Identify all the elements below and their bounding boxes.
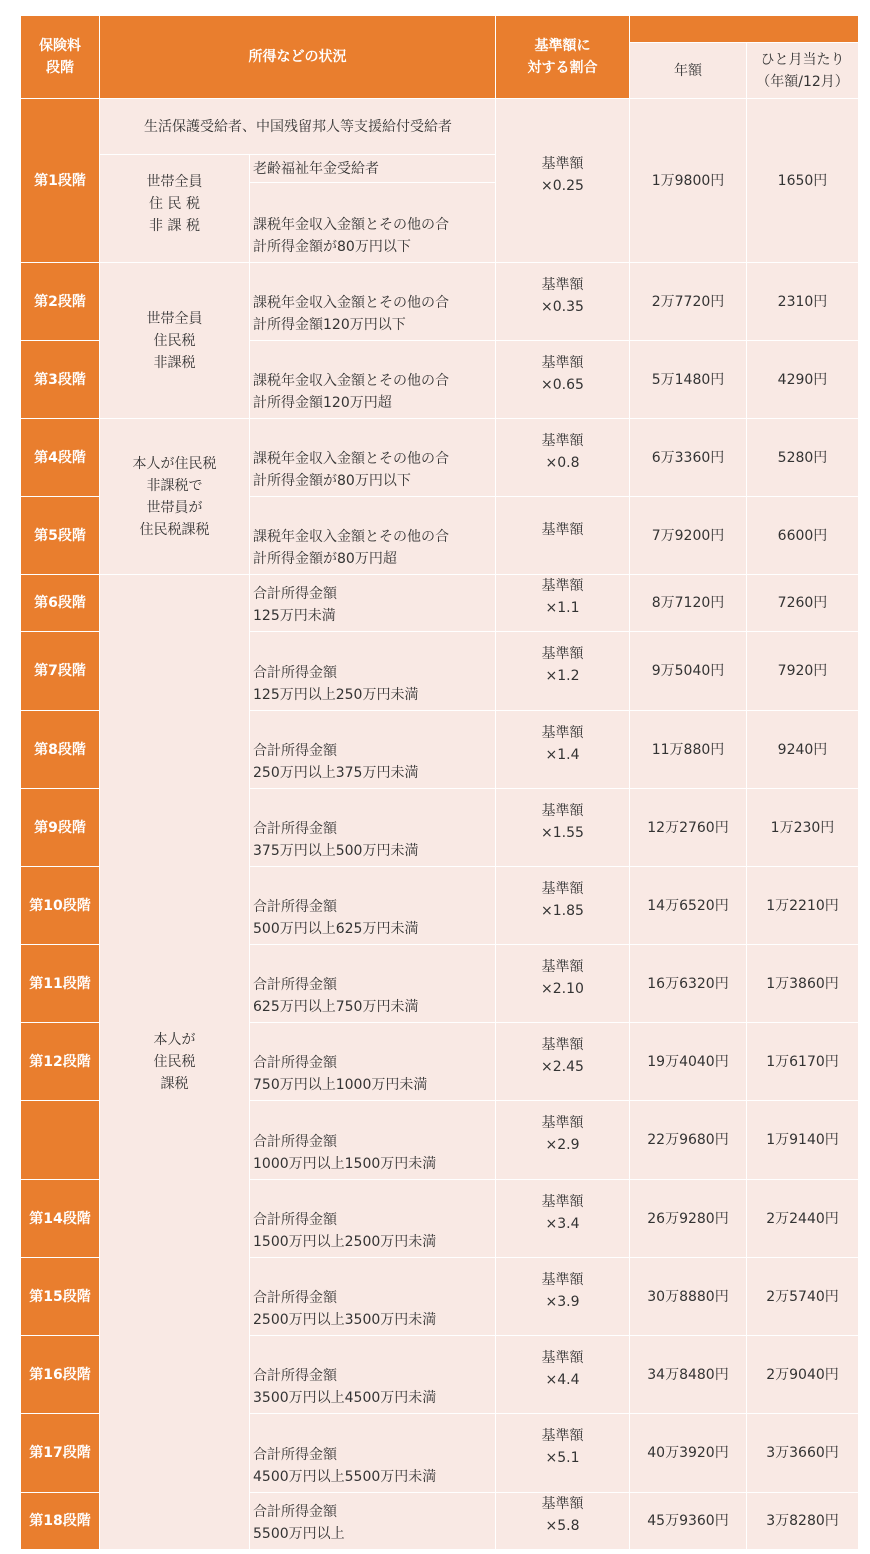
monthly-cell: 2万5740円 [747, 1258, 859, 1336]
ratio-cell: 基準額 ×0.35 [496, 263, 630, 341]
condition-cell: 課税年金収入金額とその他の合 計所得金額120万円超 [250, 341, 496, 419]
monthly-cell: 6600円 [747, 497, 859, 575]
ratio-cell: 基準額 ×2.9 [496, 1101, 630, 1180]
monthly-cell: 2万9040円 [747, 1336, 859, 1414]
group-cell: 本人が住民税 非課税で 世帯員が 住民税課税 [100, 419, 250, 575]
table-row [21, 419, 859, 497]
condition-cell: 合計所得金額 1000万円以上1500万円未満 [250, 1101, 496, 1180]
group-cell: 世帯全員 住 民 税 非 課 税 [100, 155, 250, 263]
condition-cell: 合計所得金額 500万円以上625万円未満 [250, 867, 496, 945]
header-annual: 年額 [630, 43, 747, 99]
annual-cell: 1万9800円 [630, 99, 747, 263]
annual-cell: 14万6520円 [630, 867, 747, 945]
condition-cell: 合計所得金額 2500万円以上3500万円未満 [250, 1258, 496, 1336]
annual-cell: 22万9680円 [630, 1101, 747, 1180]
stage-cell [21, 1101, 100, 1180]
annual-cell: 19万4040円 [630, 1023, 747, 1101]
ratio-cell: 基準額 ×0.8 [496, 419, 630, 497]
monthly-cell: 4290円 [747, 341, 859, 419]
monthly-cell: 5280円 [747, 419, 859, 497]
stage-cell: 第3段階 [21, 341, 100, 419]
monthly-cell: 7920円 [747, 632, 859, 711]
stage-cell: 第5段階 [21, 497, 100, 575]
header-ratio: 基準額に 対する割合 [496, 16, 630, 99]
annual-cell: 40万3920円 [630, 1414, 747, 1493]
annual-cell: 30万8880円 [630, 1258, 747, 1336]
condition-cell: 合計所得金額 625万円以上750万円未満 [250, 945, 496, 1023]
condition-cell: 合計所得金額 5500万円以上 [250, 1493, 496, 1550]
condition-cell: 合計所得金額 375万円以上500万円未満 [250, 789, 496, 867]
monthly-cell: 3万8280円 [747, 1493, 859, 1550]
header-stage: 保険料 段階 [21, 16, 100, 99]
ratio-cell: 基準額 ×5.8 [496, 1493, 630, 1550]
annual-cell: 45万9360円 [630, 1493, 747, 1550]
annual-cell: 11万880円 [630, 711, 747, 789]
stage-cell: 第14段階 [21, 1180, 100, 1258]
annual-cell: 8万7120円 [630, 575, 747, 632]
stage-cell: 第11段階 [21, 945, 100, 1023]
annual-cell: 2万7720円 [630, 263, 747, 341]
monthly-cell: 3万3660円 [747, 1414, 859, 1493]
stage-cell: 第2段階 [21, 263, 100, 341]
monthly-cell: 2310円 [747, 263, 859, 341]
stage-cell: 第6段階 [21, 575, 100, 632]
group-cell: 本人が 住民税 課税 [100, 575, 250, 1550]
condition-cell: 課税年金収入金額とその他の合 計所得金額が80万円以下 [250, 183, 496, 263]
stage-cell: 第9段階 [21, 789, 100, 867]
ratio-cell: 基準額 ×3.4 [496, 1180, 630, 1258]
condition-cell: 合計所得金額 125万円未満 [250, 575, 496, 632]
condition-cell: 合計所得金額 4500万円以上5500万円未満 [250, 1414, 496, 1493]
ratio-cell: 基準額 ×1.2 [496, 632, 630, 711]
premium-table [20, 15, 859, 1550]
condition-cell: 課税年金収入金額とその他の合 計所得金額が80万円以下 [250, 419, 496, 497]
stage-cell: 第10段階 [21, 867, 100, 945]
annual-cell: 7万9200円 [630, 497, 747, 575]
stage-cell: 第17段階 [21, 1414, 100, 1493]
condition-cell: 生活保護受給者、中国残留邦人等支援給付受給者 [100, 99, 496, 155]
header-amount-band [630, 16, 859, 43]
ratio-cell: 基準額 ×4.4 [496, 1336, 630, 1414]
monthly-cell: 1万2210円 [747, 867, 859, 945]
annual-cell: 5万1480円 [630, 341, 747, 419]
group-cell: 世帯全員 住民税 非課税 [100, 263, 250, 419]
condition-cell: 合計所得金額 3500万円以上4500万円未満 [250, 1336, 496, 1414]
monthly-cell: 1万3860円 [747, 945, 859, 1023]
ratio-cell: 基準額 ×0.65 [496, 341, 630, 419]
table-row [21, 263, 859, 341]
monthly-cell: 9240円 [747, 711, 859, 789]
stage-cell: 第16段階 [21, 1336, 100, 1414]
monthly-cell: 1万9140円 [747, 1101, 859, 1180]
stage-cell: 第18段階 [21, 1493, 100, 1550]
stage-cell: 第1段階 [21, 99, 100, 263]
condition-cell: 合計所得金額 750万円以上1000万円未満 [250, 1023, 496, 1101]
annual-cell: 34万8480円 [630, 1336, 747, 1414]
ratio-cell: 基準額 ×1.1 [496, 575, 630, 632]
condition-cell: 合計所得金額 1500万円以上2500万円未満 [250, 1180, 496, 1258]
header-monthly: ひと月当たり （年額/12月） [747, 43, 859, 99]
annual-cell: 26万9280円 [630, 1180, 747, 1258]
ratio-cell: 基準額 ×1.85 [496, 867, 630, 945]
annual-cell: 6万3360円 [630, 419, 747, 497]
stage-cell: 第12段階 [21, 1023, 100, 1101]
monthly-cell: 1万230円 [747, 789, 859, 867]
annual-cell: 12万2760円 [630, 789, 747, 867]
condition-cell: 合計所得金額 250万円以上375万円未満 [250, 711, 496, 789]
ratio-cell: 基準額 ×5.1 [496, 1414, 630, 1493]
table-row [21, 575, 859, 632]
annual-cell: 16万6320円 [630, 945, 747, 1023]
table-row [21, 99, 859, 155]
ratio-cell: 基準額 ×0.25 [496, 99, 630, 263]
condition-cell: 課税年金収入金額とその他の合 計所得金額が80万円超 [250, 497, 496, 575]
monthly-cell: 1650円 [747, 99, 859, 263]
monthly-cell: 7260円 [747, 575, 859, 632]
condition-cell: 合計所得金額 125万円以上250万円未満 [250, 632, 496, 711]
header-situation: 所得などの状況 [100, 16, 496, 99]
stage-cell: 第7段階 [21, 632, 100, 711]
table-body [21, 99, 859, 1550]
condition-cell: 課税年金収入金額とその他の合 計所得金額120万円以下 [250, 263, 496, 341]
annual-cell: 9万5040円 [630, 632, 747, 711]
ratio-cell: 基準額 ×1.55 [496, 789, 630, 867]
stage-cell: 第4段階 [21, 419, 100, 497]
monthly-cell: 1万6170円 [747, 1023, 859, 1101]
condition-cell: 老齢福祉年金受給者 [250, 155, 496, 183]
ratio-cell: 基準額 ×2.45 [496, 1023, 630, 1101]
ratio-cell: 基準額 [496, 497, 630, 575]
ratio-cell: 基準額 ×3.9 [496, 1258, 630, 1336]
ratio-cell: 基準額 ×1.4 [496, 711, 630, 789]
stage-cell: 第8段階 [21, 711, 100, 789]
monthly-cell: 2万2440円 [747, 1180, 859, 1258]
ratio-cell: 基準額 ×2.10 [496, 945, 630, 1023]
stage-cell: 第15段階 [21, 1258, 100, 1336]
